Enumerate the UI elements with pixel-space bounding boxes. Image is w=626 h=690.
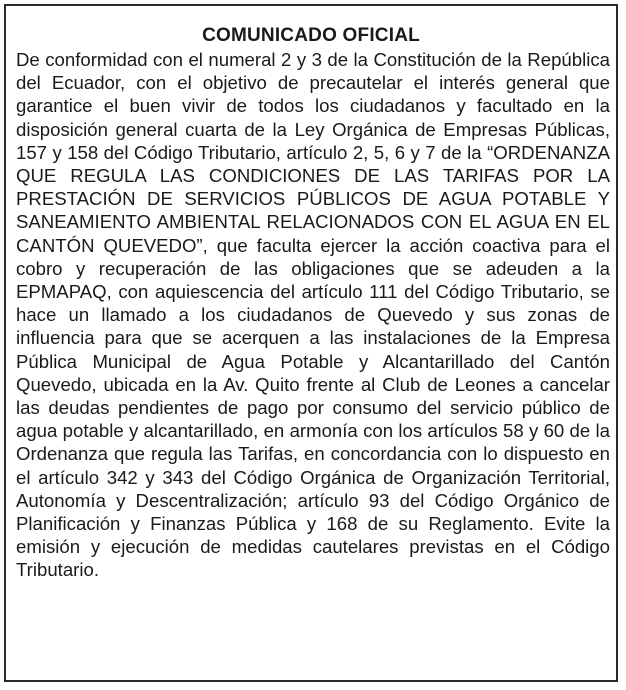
notice-body: De conformidad con el numeral 2 y 3 de la Constitución de la República del Ecuador, con el objetivo de precautelar el interés general que garantice el buen vivir de todos los ciudadanos y facultado en la disposición general cuarta de la Ley Orgánica de Empresas Públicas, 157 y 158 del Código Tributario, artículo 2, 5, 6 y 7 de la “ORDENANZA QUE REGULA LAS CONDICIONES DE LAS TARIFAS POR LA PRESTACIÓN DE SERVICIOS PÚBLICOS DE AGUA POTABLE Y SANEAMIENTO AMBIENTAL RELACIONADOS CON EL AGUA EN EL CANTÓN QUEVEDO”, que faculta ejercer la acción coactiva para el cobro y recuperación de las obligaciones que se adeuden a la EPMAPAQ, con aquiescencia del artículo 111 del Código Tributario, se hace un llamado a los ciudadanos de Quevedo y sus zonas de influencia para que se acerquen a las instalaciones de la Empresa Pública Municipal de Agua Potable y Alcantarillado del Cantón Quevedo, ubicada en la Av. Quito frente al Club de Leones a cancelar las deudas pendientes de pago por consumo del servicio público de agua potable y alcantarillado, en armonía con los artículos 58 y 60 de la Ordenanza que regula las Tarifas, en concordancia con lo dispuesto en el artículo 342 y 343 del Código Orgánica de Organización Territorial, Autonomía y Descentralización; artículo 93 del Código Orgánico de Planificación y Finanzas Pública y 168 de su Reglamento. Evite la emisión y ejecución de medidas cautelares previstas en el Código Tributario. (16, 49, 610, 581)
notice-box (4, 4, 618, 682)
notice-title: COMUNICADO OFICIAL (202, 25, 420, 46)
